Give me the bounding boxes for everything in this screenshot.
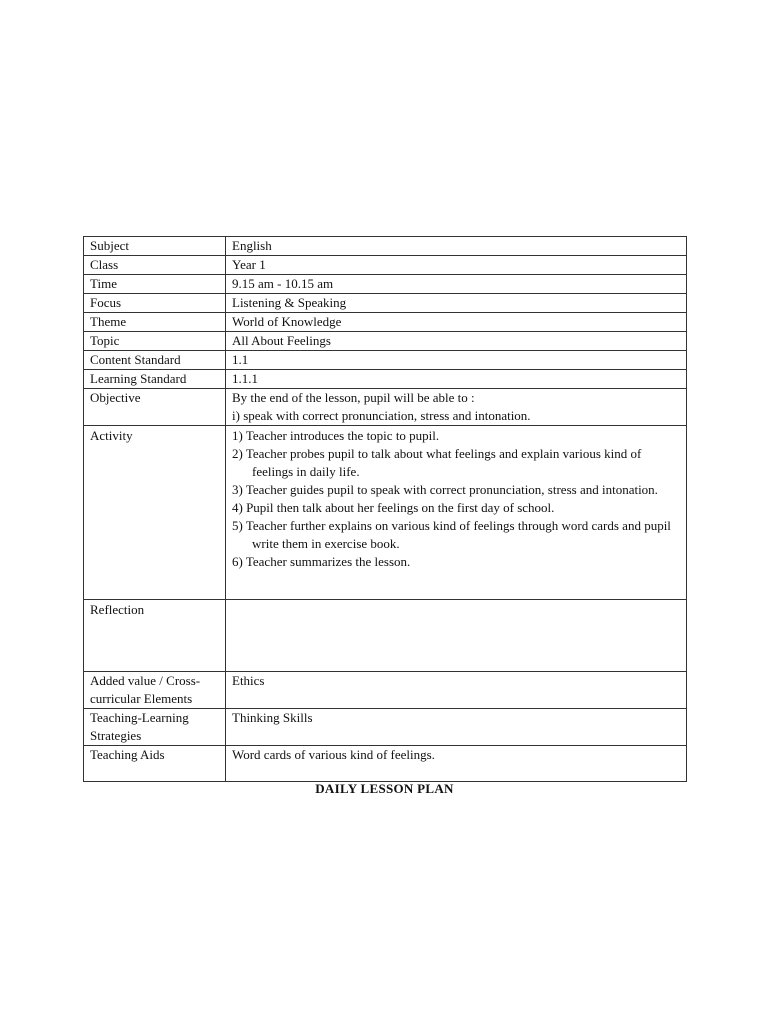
label-class: Class: [84, 256, 226, 275]
label-strategies: Teaching-Learning Strategies: [84, 709, 226, 746]
value-subject: English: [226, 237, 687, 256]
value-theme: World of Knowledge: [226, 313, 687, 332]
activity-item: 2) Teacher probes pupil to talk about what feelings and explain various kind of feelings in daily life.: [232, 446, 642, 479]
activity-item: 5) Teacher further explains on various kind of feelings through word cards and pupil write them in exercise book.: [232, 518, 671, 551]
row-topic: [84, 332, 687, 351]
value-activity: [226, 426, 687, 600]
value-teaching-aids: Word cards of various kind of feelings.: [226, 746, 687, 782]
label-time: Time: [84, 275, 226, 294]
row-time: [84, 275, 687, 294]
row-added-value: [84, 672, 687, 709]
row-activity: [84, 426, 687, 600]
value-reflection: [226, 600, 687, 672]
label-learning-standard: Learning Standard: [84, 370, 226, 389]
page-title: DAILY LESSON PLAN: [315, 781, 454, 796]
row-teaching-aids: [84, 746, 687, 782]
row-theme: [84, 313, 687, 332]
label-activity: Activity: [84, 426, 226, 600]
label-added-value: Added value / Cross-curricular Elements: [84, 672, 226, 709]
label-content-standard: Content Standard: [84, 351, 226, 370]
activity-item: 1) Teacher introduces the topic to pupil.: [232, 428, 440, 443]
label-theme: Theme: [84, 313, 226, 332]
label-focus: Focus: [84, 294, 226, 313]
label-reflection: Reflection: [84, 600, 226, 672]
objective-line: By the end of the lesson, pupil will be able to :: [232, 390, 475, 405]
activity-list: [232, 427, 680, 571]
value-focus: Listening & Speaking: [226, 294, 687, 313]
label-teaching-aids: Teaching Aids: [84, 746, 226, 782]
row-reflection: [84, 600, 687, 672]
label-objective: Objective: [84, 389, 226, 426]
value-learning-standard: 1.1.1: [226, 370, 687, 389]
value-objective: [226, 389, 687, 426]
activity-item: 6) Teacher summarizes the lesson.: [232, 554, 411, 569]
row-objective: [84, 389, 687, 426]
value-time: 9.15 am - 10.15 am: [226, 275, 687, 294]
value-added-value: Ethics: [226, 672, 687, 709]
row-content-standard: [84, 351, 687, 370]
value-strategies: Thinking Skills: [226, 709, 687, 746]
lesson-plan-table: [83, 236, 687, 782]
row-strategies: [84, 709, 687, 746]
activity-item: 4) Pupil then talk about her feelings on the first day of school.: [232, 500, 555, 515]
value-topic: All About Feelings: [226, 332, 687, 351]
row-class: [84, 256, 687, 275]
row-focus: [84, 294, 687, 313]
row-subject: [84, 237, 687, 256]
activity-item: 3) Teacher guides pupil to speak with correct pronunciation, stress and intonation.: [232, 482, 658, 497]
value-class: Year 1: [226, 256, 687, 275]
row-learning-standard: [84, 370, 687, 389]
objective-line: i) speak with correct pronunciation, stress and intonation.: [232, 408, 531, 423]
label-topic: Topic: [84, 332, 226, 351]
value-content-standard: 1.1: [226, 351, 687, 370]
label-subject: Subject: [84, 237, 226, 256]
